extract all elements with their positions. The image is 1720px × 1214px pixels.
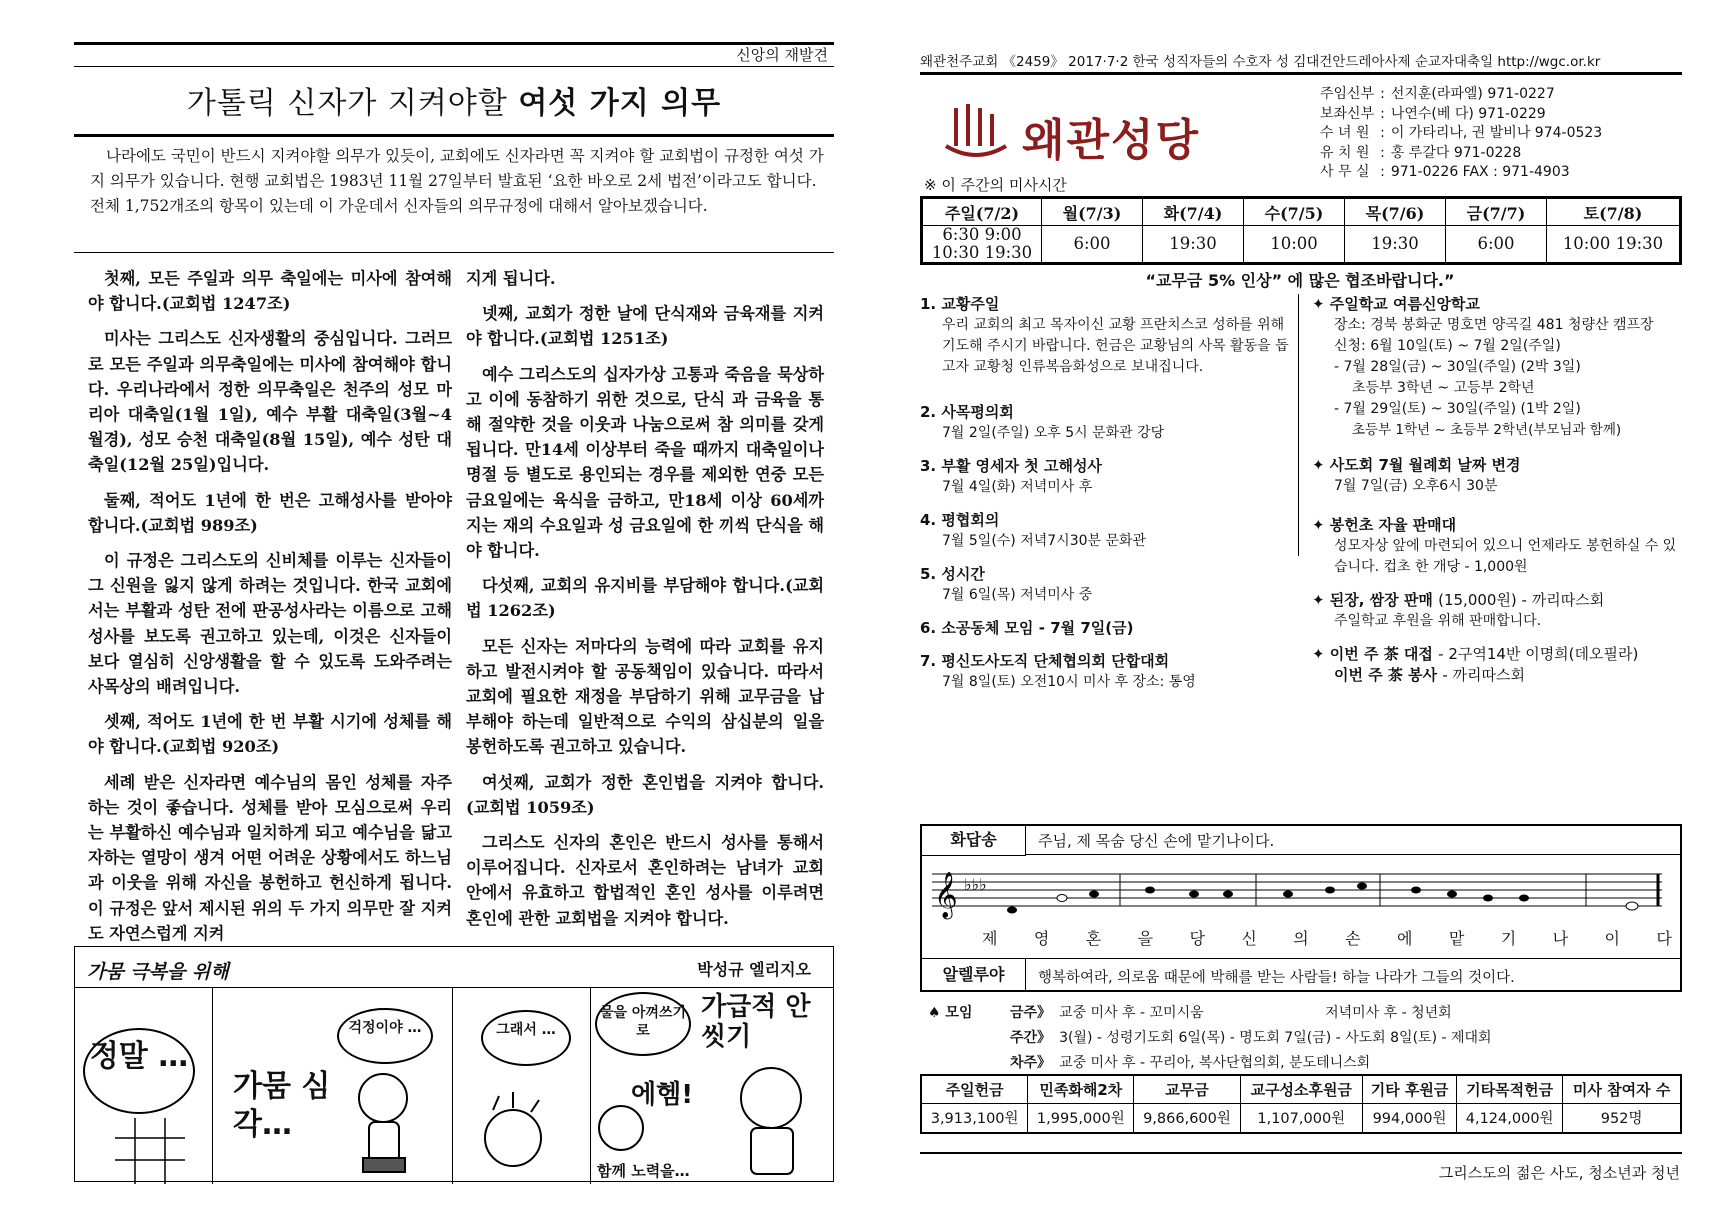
lyric-syllable: 에 xyxy=(1397,929,1413,948)
announcement-body: 7월 4일(화) 저녁미사 후 xyxy=(942,479,1093,495)
meeting-row xyxy=(928,1052,1498,1075)
meeting-row xyxy=(928,1002,1498,1025)
meeting-value: 교중 미사 후 - 꾸리아, 복사단협의회, 분도테니스회 xyxy=(1059,1055,1371,1071)
mass-time: 10:30 19:30 xyxy=(931,243,1033,262)
lyric-syllable: 혼 xyxy=(1085,929,1102,948)
alleluia-verse: 행복하여라, 의로움 때문에 박해를 받는 사람들! 하늘 나라가 그들의 것이다. xyxy=(1038,970,1515,986)
comic-panel-2 xyxy=(213,988,453,1184)
bubble-text: 그래서 … xyxy=(496,1022,556,1038)
article-paragraph: 넷째, 교회가 정한 날에 단식재와 금육재를 지켜야 합니다.(교회법 1251조) xyxy=(466,304,824,349)
top-rule xyxy=(74,42,834,45)
announcement xyxy=(920,510,1290,552)
comic-panels xyxy=(75,987,833,1183)
lyric-syllable: 의 xyxy=(1293,929,1309,948)
notice-banner: “교무금 5% 인상” 에 많은 협조바랍니다.” xyxy=(1145,271,1455,290)
announcement-body: 7월 8일(토) 오전10시 미사 후 장소: 통영 xyxy=(942,674,1196,690)
table-row xyxy=(922,226,1681,264)
announcement xyxy=(920,402,1290,444)
staff-info: 홍 루갈다 971-0228 xyxy=(1390,144,1522,161)
bubble-text: 물을 아껴쓰기로 xyxy=(599,1005,687,1039)
announcements-left xyxy=(920,294,1290,705)
footer-rule xyxy=(920,1152,1682,1154)
offering-header: 교무금 xyxy=(1134,1075,1240,1103)
meeting-row xyxy=(928,1027,1498,1050)
announcement xyxy=(1312,644,1684,686)
page-title xyxy=(74,78,834,122)
mass-time: 6:00 xyxy=(1446,226,1547,264)
announcements-right xyxy=(1312,294,1684,698)
comic-strip xyxy=(74,946,834,1182)
treble-clef-icon: 𝄞 xyxy=(934,872,958,918)
staff-row: 보좌신부 : 나연수(베 다) 971-0229 xyxy=(1320,106,1606,124)
lyric-syllable: 기 xyxy=(1500,929,1517,948)
meetings-label: ♠ 모임 xyxy=(928,1005,973,1021)
article-paragraph: 셋째, 적어도 1년에 한 번 부활 시기에 성체를 해야 합니다.(교회법 920조) xyxy=(88,712,452,757)
staff-row: 사 무 실 : 971-0226 FAX : 971-4903 xyxy=(1320,164,1606,182)
announcement-heading: 3. 부활 영세자 첫 고해성사 xyxy=(920,457,1102,475)
lyric-syllable: 신 xyxy=(1241,929,1257,948)
intro-bottom-rule xyxy=(74,252,834,253)
lyric-syllable: 을 xyxy=(1137,929,1154,948)
lyric-syllable: 제 xyxy=(982,929,998,948)
meeting-value: 3(월) - 성령기도회 6일(목) - 명도회 7일(금) - 사도회 8일(토) - 제대회 xyxy=(1059,1030,1492,1046)
title-bottom-rule xyxy=(74,134,834,137)
offering-header: 기타 후원금 xyxy=(1363,1075,1457,1103)
meetings-section xyxy=(926,1000,1686,1077)
offering-header: 교구성소후원금 xyxy=(1240,1075,1362,1103)
mass-time-sunday xyxy=(922,226,1042,264)
announcement-value: - 까리따스회 xyxy=(1442,666,1525,684)
thinking-character-icon xyxy=(453,988,591,1184)
announcement-line: 장소: 경북 봉화군 명호면 양곡길 481 청량산 캠프장 xyxy=(1334,317,1654,333)
staff-role: 사 무 실 xyxy=(1320,164,1370,180)
announcement-price: (15,000원) - 까리따스회 xyxy=(1438,591,1605,609)
announcement-line: 신청: 6월 10일(토) ~ 7월 2일(주일) xyxy=(1334,338,1561,354)
announcement-heading: ✦ 봉헌초 자율 판매대 xyxy=(1312,516,1457,534)
comic-panel-3 xyxy=(453,988,591,1184)
announcement xyxy=(920,456,1290,498)
mass-day: 토(7/8) xyxy=(1547,198,1681,226)
worried-character-icon xyxy=(213,988,453,1184)
lyric-syllable: 손 xyxy=(1345,929,1361,948)
meeting-key: 금주》 xyxy=(1010,1005,1052,1021)
panel-caption: 가급적 안씻기 xyxy=(701,992,811,1052)
announcement-heading: ✦ 이번 주 茶 대접 xyxy=(1312,645,1433,663)
announcement-body: 7월 6일(목) 저녁미사 중 xyxy=(942,587,1093,603)
alleluia-label: 알렐루야 xyxy=(922,958,1026,992)
alleluia-divider xyxy=(922,958,1680,959)
article-paragraph: 여섯째, 교회가 정한 혼인법을 지켜야 합니다.(교회법 1059조) xyxy=(466,772,824,817)
offering-header: 민족화해2차 xyxy=(1028,1075,1134,1103)
article-paragraph: 예수 그리스도의 십자가상 고통과 죽음을 묵상하고 이에 동참하기 위한 것으로, 단식 과 금육을 통해 절약한 것을 이웃과 나눔으로써 참 의미를 갖게 됩니다. 만14세 이상부터 죽을 때까지 대축일이나 명절 등 별도로 용인되는 경우를 제외한 연중 모든 금요일에는 육식을 금하고, 만18세 이상 60세까지는 재의 수요일과 성 금요일에 한 끼씩 단식을 해야 합니다. xyxy=(466,364,824,561)
mass-day: 화(7/4) xyxy=(1143,198,1244,226)
announcement-heading: 7. 평신도사도직 단체협의회 단합대회 xyxy=(920,652,1170,670)
offering-header: 미사 참여자 수 xyxy=(1563,1075,1681,1103)
article-column-1 xyxy=(88,266,452,956)
music-staff xyxy=(932,864,1672,924)
offering-value: 4,124,000원 xyxy=(1457,1103,1563,1133)
lyric-syllable: 나 xyxy=(1552,929,1569,948)
announcement-heading: ✦ 주일학교 여름신앙학교 xyxy=(1312,295,1480,313)
column-divider xyxy=(1298,294,1299,556)
announcement-body: 7월 2일(주일) 오후 5시 문화관 강당 xyxy=(942,425,1165,441)
announcement-value: - 2구역14반 이명희(데오필라) xyxy=(1438,645,1639,663)
announcement xyxy=(1312,590,1684,632)
staff-role: 유 치 원 xyxy=(1320,144,1370,161)
announcement-body: 주일학교 후원을 위해 판매합니다. xyxy=(1334,613,1542,629)
lyric-syllable: 이 xyxy=(1604,929,1620,948)
mass-day: 월(7/3) xyxy=(1042,198,1143,226)
staff-info: 971-0226 FAX : 971-4903 xyxy=(1390,164,1570,180)
lyric-syllable: 당 xyxy=(1189,929,1205,948)
mass-day: 목(7/6) xyxy=(1345,198,1446,226)
table-header-row xyxy=(921,1075,1681,1103)
article-paragraph: 첫째, 모든 주일과 의무 축일에는 미사에 참여해야 합니다.(교회법 1247조) xyxy=(88,269,452,314)
mass-time: 6:30 9:00 xyxy=(942,225,1022,244)
mass-time: 6:00 xyxy=(1042,226,1143,264)
title-top-rule xyxy=(74,66,834,67)
panel-bottom-text: 함께 노력을… xyxy=(597,1162,690,1180)
section-tag: 신앙의 재발견 xyxy=(736,46,828,64)
header-rule xyxy=(920,72,1682,75)
lyric-syllable: 맡 xyxy=(1448,929,1465,948)
article-paragraph: 모든 신자는 저마다의 능력에 따라 교회를 유지하고 발전시켜야 할 공동책임이 있습니다. 따라서 교회에 필요한 재정을 부담하기 위해 교무금을 납부해야 하는데 일반적으로 수익의 삼십분의 일을 봉헌하도록 권고하고 있습니다. xyxy=(466,636,824,757)
mass-day: 금(7/7) xyxy=(1446,198,1547,226)
mass-time: 19:30 xyxy=(1143,226,1244,264)
staff-info: 선지훈(라파엘) 971-0227 xyxy=(1390,86,1555,102)
mass-time: 10:00 xyxy=(1244,226,1345,264)
staff-directory xyxy=(1318,84,1608,184)
parish-logo xyxy=(944,98,1214,168)
announcement-heading: 4. 평협회의 xyxy=(920,511,1000,529)
psalm-response: 주님, 제 목숨 당신 손에 맡기나이다. xyxy=(1038,832,1275,850)
announcement-body: 7월 5일(수) 저녁7시30분 문화관 xyxy=(942,533,1147,549)
lyric-syllable: 영 xyxy=(1033,929,1050,948)
psalm-label: 화답송 xyxy=(922,826,1026,856)
grumpy-elder-icon xyxy=(591,988,835,1184)
announcement xyxy=(1312,294,1684,441)
comic-panel-1 xyxy=(75,988,213,1184)
intro-paragraph xyxy=(90,144,828,219)
announcement-heading: 6. 소공동체 모임 - 7월 7일(금) xyxy=(920,619,1134,637)
offering-header: 주일헌금 xyxy=(921,1075,1028,1103)
article-paragraph: 다섯째, 교회의 유지비를 부담해야 합니다.(교회법 1262조) xyxy=(466,576,824,621)
announcement-heading: ✦ 된장, 쌈장 판매 xyxy=(1312,591,1433,609)
bulletin-header: 왜관천주교회 《2459》 2017·7·2 한국 성직자들의 수호자 성 김대건안드레아사제 순교자대축일 http://wgc.or.kr xyxy=(920,54,1601,70)
staff-info: 나연수(베 다) 971-0229 xyxy=(1390,105,1546,122)
offering-value: 9,866,600원 xyxy=(1134,1103,1240,1133)
logo-wordmark: 왜관성당 xyxy=(1022,115,1201,166)
staff-row: 유 치 원 : 홍 루갈다 971-0228 xyxy=(1320,145,1606,163)
announcement-line: 초등부 1학년 ~ 초등부 2학년(부모님과 함께) xyxy=(1352,422,1622,438)
announcement-heading: ✦ 사도회 7월 월례회 날짜 변경 xyxy=(1312,456,1521,474)
announcement xyxy=(1312,455,1684,497)
announcement-heading: 5. 성시간 xyxy=(920,565,985,583)
psalm-lyrics xyxy=(982,926,1672,949)
announcement-line: - 7월 29일(토) ~ 30일(주일) (1박 2일) xyxy=(1334,401,1581,417)
announcement-body: 우리 교회의 최고 목자이신 교황 프란치스코 성하를 위해 기도해 주시기 바랍니다. 헌금은 교황님의 사목 활동을 돕고자 교황청 인류복음화성으로 보내집니다. xyxy=(942,317,1289,375)
announcement xyxy=(920,618,1290,639)
offering-table xyxy=(920,1074,1682,1134)
offering-value: 3,913,100원 xyxy=(921,1103,1028,1133)
announcement xyxy=(920,294,1290,378)
mass-schedule-table xyxy=(920,196,1682,265)
article-paragraph: 이 규정은 그리스도의 신비체를 이루는 신자들이 그 신원을 잃지 않게 하려는 것입니다. 한국 교회에서는 부활과 성탄 전에 판공성사라는 이름으로 고해성사를 보도록 권고하고 있는데, 이것은 신자들이 보다 열심히 신앙생활을 할 수 있도록 도와주려는 사목상의 배려입니다. xyxy=(88,551,452,697)
mass-time: 10:00 19:30 xyxy=(1547,226,1681,264)
article-paragraph: 미사는 그리스도 신자생활의 중심입니다. 그러므로 모든 주일과 의무축일에는 미사에 참여해야 합니다. 우리나라에서 정한 의무축일은 천주의 성모 마리아 대축일(1월 1일), 예수 부활 대축일(3월~4월경), 성모 승천 대축일(8월 15일), 예수 성탄 대축일(12월 25일)입니다. xyxy=(88,329,452,475)
staff-role: 보좌신부 xyxy=(1320,105,1375,122)
staff-role: 수 녀 원 xyxy=(1320,125,1370,141)
meeting-value: 저녁미사 후 - 청년회 xyxy=(1325,1005,1452,1021)
staff-row: 수 녀 원 : 이 가타리나, 권 발비나 974-0523 xyxy=(1320,125,1606,143)
article-paragraph: 세례 받은 신자라면 예수님의 몸인 성체를 자주 하는 것이 좋습니다. 성체를 받아 모심으로써 우리는 부활하신 예수님과 일치하게 되고 예수님을 닮고자하는 열망이 생겨 어떤 어려운 상황에서도 하느님과 이웃을 위해 자신을 봉헌하고 헌신하게 됩니다. 이 규정은 앞서 제시된 위의 두 가지 의무만 잘 지켜도 자연스럽게 지켜 xyxy=(88,772,452,943)
offering-value: 952명 xyxy=(1563,1103,1681,1133)
footer-motto: 그리스도의 젊은 사도, 청소년과 청년 xyxy=(1438,1164,1680,1182)
offering-header: 기타목적헌금 xyxy=(1457,1075,1563,1103)
mass-day: 수(7/5) xyxy=(1244,198,1345,226)
announcement-heading: 이번 주 茶 봉사 xyxy=(1334,666,1438,684)
table-header-row xyxy=(922,198,1681,226)
article-paragraph: 둘째, 적어도 1년에 한 번은 고해성사를 받아야 합니다.(교회법 989조) xyxy=(88,490,452,535)
announcement xyxy=(1312,515,1684,578)
article-paragraph: 그리스도 신자의 혼인은 반드시 성사를 통해서 이루어집니다. 신자로서 혼인하려는 남녀가 교회 안에서 유효하고 합법적인 혼인 성사를 이루려면 혼인에 관한 교회법을 지켜야 합니다. xyxy=(466,833,824,928)
table-row xyxy=(921,1103,1681,1133)
meeting-value: 교중 미사 후 - 꼬미시움 xyxy=(1059,1005,1204,1021)
announcement xyxy=(920,564,1290,606)
offering-value: 1,107,000원 xyxy=(1240,1103,1362,1133)
meetings-table xyxy=(926,1000,1500,1077)
left-page xyxy=(74,38,834,1188)
article-column-2 xyxy=(466,266,824,941)
staff-row: 주임신부 : 선지훈(라파엘) 971-0227 xyxy=(1320,86,1606,104)
announcement-heading: 1. 교황주일 xyxy=(920,295,1000,313)
mass-day: 주일(7/2) xyxy=(922,198,1042,226)
bubble-text: 정말 … xyxy=(89,1039,189,1074)
comic-title: 가뭄 극복을 위해 xyxy=(87,961,229,983)
staff-role: 주임신부 xyxy=(1320,86,1375,102)
key-signature-icon: ♭♭♭ xyxy=(964,875,987,894)
panel-exclaim: 에헴! xyxy=(631,1080,694,1110)
article-paragraph: 지게 됩니다. xyxy=(466,269,556,288)
lyric-syllable: 다 xyxy=(1656,929,1672,948)
announcement-heading: 2. 사목평의회 xyxy=(920,403,1014,421)
right-page xyxy=(920,50,1680,1190)
mass-time: 19:30 xyxy=(1345,226,1446,264)
announcement-line: 초등부 3학년 ~ 고등부 2학년 xyxy=(1352,380,1535,396)
panel-caption: 가뭄 심각… xyxy=(233,1069,331,1142)
announcement-body: 7월 7일(금) 오후6시 30분 xyxy=(1334,478,1498,494)
comic-author: 박성규 엘리지오 xyxy=(697,960,811,979)
bubble-text: 걱정이야 … xyxy=(348,1020,422,1036)
organ-logo-icon xyxy=(944,102,1008,162)
mass-schedule-label: ※ 이 주간의 미사시간 xyxy=(924,176,1067,194)
offering-value: 1,995,000원 xyxy=(1028,1103,1134,1133)
title-bold: 여섯 가지 의무 xyxy=(518,86,722,121)
window-illustration xyxy=(75,988,213,1184)
intro-text: 나라에도 국민이 반드시 지켜야할 의무가 있듯이, 교회에도 신자라면 꼭 지켜야 할 교회법이 규정한 여섯 가지 의무가 있습니다. 현행 교회법은 1983년 11월 27일부터 발효된 ‘요한 바오로 2세 법전’이라고도 합니다. 전체 1,752개조의 항목이 있는데 이 가운데서 신자들의 의무규정에 대해서 알아보겠습니다. xyxy=(90,147,824,215)
psalm-box xyxy=(920,824,1682,992)
offering-value: 994,000원 xyxy=(1363,1103,1457,1133)
announcement xyxy=(920,651,1290,693)
meeting-key: 주간》 xyxy=(1010,1030,1052,1046)
meeting-key: 차주》 xyxy=(1010,1055,1052,1071)
announcement-body: 성모자상 앞에 마련되어 있으니 언제라도 봉헌하실 수 있습니다. 컵초 한 개당 - 1,000원 xyxy=(1334,538,1677,575)
comic-panel-4 xyxy=(591,988,835,1184)
announcement-line: - 7월 28일(금) ~ 30일(주일) (2박 3일) xyxy=(1334,359,1581,375)
psalm-divider xyxy=(1026,854,1680,855)
title-plain: 가톨릭 신자가 지켜야할 xyxy=(186,86,519,121)
staff-info: 이 가타리나, 권 발비나 974-0523 xyxy=(1390,125,1603,141)
